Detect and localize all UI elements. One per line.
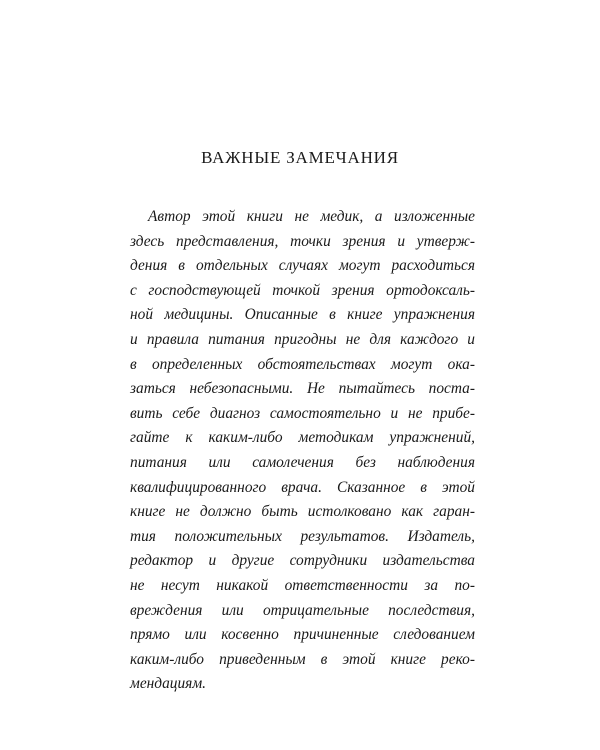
paragraph-line: с господствующей точкой зрения ортодоксаль- — [130, 281, 475, 299]
paragraph-line: вить себе диагноз самостоятельно и не прибе- — [130, 404, 475, 422]
paragraph-line: вреждения или отрицательные последствия, — [130, 601, 475, 619]
disclaimer-paragraph — [130, 205, 475, 697]
paragraph-line: не несут никакой ответственности за по- — [130, 576, 475, 594]
paragraph-line: ной медицины. Описанные в книге упражнения — [130, 306, 475, 324]
paragraph-line: здесь представления, точки зрения и утверж- — [130, 232, 475, 250]
paragraph-line: тия положительных результатов. Издатель, — [130, 527, 475, 545]
paragraph-line: прямо или косвенно причиненные следованием — [130, 626, 475, 644]
paragraph-line: квалифицированного врача. Сказанное в этой — [130, 478, 475, 496]
paragraph-line: заться небезопасными. Не пытайтесь поста- — [130, 380, 475, 398]
paragraph-line: книге не должно быть истолковано как гаран- — [130, 503, 475, 521]
paragraph-line: гайте к каким-либо методикам упражнений, — [130, 429, 475, 447]
paragraph-line: каким-либо приведенным в этой книге реко- — [130, 650, 475, 668]
paragraph-line: питания или самолечения без наблюдения — [130, 453, 475, 471]
paragraph-line: в определенных обстоятельствах могут ока- — [130, 355, 475, 373]
page-title: ВАЖНЫЕ ЗАМЕЧАНИЯ — [201, 148, 399, 167]
paragraph-line: мендациям. — [130, 675, 206, 693]
paragraph-line: дения в отдельных случаях могут расходиться — [130, 257, 475, 275]
paragraph-line: редактор и другие сотрудники издательства — [130, 552, 475, 570]
paragraph-line: Автор этой книги не медик, а изложенные — [148, 208, 475, 225]
paragraph-line: и правила питания пригодны не для каждого и — [130, 330, 475, 348]
